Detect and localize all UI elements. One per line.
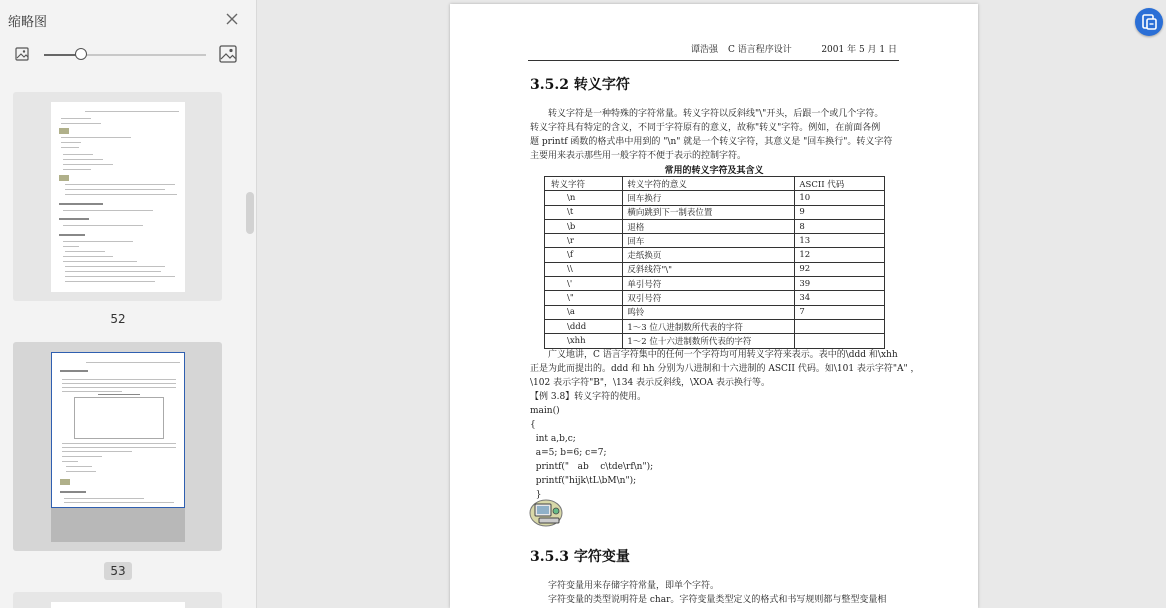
table-cell: 7 bbox=[795, 305, 885, 319]
code-line: printf(" ab c\tde\rf\n"); bbox=[530, 462, 654, 472]
thumbnail-page-number: 52 bbox=[110, 312, 126, 326]
table-cell: 1～3 位八进制数所代表的字符 bbox=[623, 319, 795, 333]
table-cell: 单引号符 bbox=[623, 277, 795, 291]
table-cell: 39 bbox=[795, 277, 885, 291]
code-line: a=5; b=6; c=7; bbox=[530, 448, 607, 458]
paragraph-line: 转义字符是一种特殊的字符常量。转义字符以反斜线"\"开头，后跟一个或几个字符。 bbox=[548, 109, 884, 119]
table-cell: 8 bbox=[795, 219, 885, 233]
table-cell: \r bbox=[545, 234, 623, 248]
table-header-row bbox=[545, 177, 885, 191]
table-cell: 34 bbox=[795, 291, 885, 305]
section-title-352: 3.5.2 转义字符 bbox=[530, 77, 630, 93]
close-icon[interactable] bbox=[224, 11, 240, 27]
table-row bbox=[545, 319, 885, 333]
section-352-after-paragraph bbox=[530, 348, 920, 404]
thumbnail-preview bbox=[51, 102, 185, 292]
code-line: } bbox=[530, 490, 542, 500]
table-row bbox=[545, 262, 885, 276]
paragraph-line: 转义字符具有特定的含义，不同于字符原有的意义，故称"转义"字符。例如，在前面各例 bbox=[530, 123, 881, 133]
image-large-icon[interactable] bbox=[219, 45, 237, 63]
sidebar-title: 缩略图 bbox=[8, 15, 48, 30]
table-cell: 鸣铃 bbox=[623, 305, 795, 319]
section-353-paragraph bbox=[530, 579, 900, 607]
table-cell: 92 bbox=[795, 262, 885, 276]
thumbnail-page-52[interactable] bbox=[13, 92, 222, 301]
table-cell: 1～2 位十六进制数所代表的字符 bbox=[623, 334, 795, 348]
thumbnail-page-53[interactable] bbox=[13, 342, 222, 551]
thumbnail-sidebar bbox=[0, 0, 257, 608]
table-cell: \n bbox=[545, 191, 623, 205]
thumbnail-page-number-row bbox=[0, 562, 236, 580]
document-tool-icon bbox=[1135, 8, 1163, 36]
code-line: main() bbox=[530, 406, 560, 416]
example-title: 【例 3.8】转义字符的使用。 bbox=[530, 392, 647, 402]
table-header-cell: 转义字符的意义 bbox=[623, 177, 795, 191]
table-cell: 回车换行 bbox=[623, 191, 795, 205]
floating-action-button[interactable] bbox=[1135, 8, 1163, 36]
table-header-cell: 转义字符 bbox=[545, 177, 623, 191]
table-cell: 横向跳到下一制表位置 bbox=[623, 205, 795, 219]
table-cell: 退格 bbox=[623, 219, 795, 233]
thumbnail-page-number-selected: 53 bbox=[104, 562, 131, 580]
table-cell: \a bbox=[545, 305, 623, 319]
table-cell: 9 bbox=[795, 205, 885, 219]
table-cell: \\ bbox=[545, 262, 623, 276]
table-cell: \' bbox=[545, 277, 623, 291]
paragraph-line: 字符变量的类型说明符是 char。字符变量类型定义的格式和书写规则都与整型变量相 bbox=[548, 595, 887, 605]
table-cell: 回车 bbox=[623, 234, 795, 248]
table-cell: \f bbox=[545, 248, 623, 262]
header-author: 谭浩强 bbox=[691, 45, 719, 55]
section-352-paragraph bbox=[530, 107, 900, 163]
table-row bbox=[545, 248, 885, 262]
table-row bbox=[545, 334, 885, 348]
thumbnail-page-next[interactable] bbox=[13, 592, 222, 608]
paragraph-line: 题 printf 函数的格式串中用到的 "\n" 就是一个转义字符，其意义是 "回车换行"。转义字符 bbox=[530, 137, 893, 147]
table-cell: 10 bbox=[795, 191, 885, 205]
table-header-cell: ASCII 代码 bbox=[795, 177, 885, 191]
table-cell: \" bbox=[545, 291, 623, 305]
escape-char-table bbox=[544, 176, 885, 349]
table-row bbox=[545, 305, 885, 319]
table-cell: 12 bbox=[795, 248, 885, 262]
section-title-353: 3.5.3 字符变量 bbox=[530, 549, 630, 565]
table-row bbox=[545, 219, 885, 233]
table-row bbox=[545, 234, 885, 248]
header-book-title: C 语言程序设计 bbox=[728, 45, 792, 55]
zoom-slider-track[interactable] bbox=[44, 54, 206, 56]
paragraph-line: 字符变量用来存储字符常量，即单个字符。 bbox=[548, 581, 720, 591]
table-cell: 双引号符 bbox=[623, 291, 795, 305]
table-cell bbox=[795, 334, 885, 348]
paragraph-line: 正是为此而提出的。ddd 和 hh 分别为八进制和十六进制的 ASCII 代码。如\101 表示字符"A" ， bbox=[530, 364, 920, 374]
table-row bbox=[545, 291, 885, 305]
header-date: 2001 年 5 月 1 日 bbox=[821, 45, 897, 55]
computer-icon bbox=[529, 498, 563, 528]
document-page bbox=[450, 4, 978, 608]
table-cell: \b bbox=[545, 219, 623, 233]
table-cell: 13 bbox=[795, 234, 885, 248]
thumbnail-preview-selected bbox=[51, 352, 185, 508]
table-row bbox=[545, 191, 885, 205]
paragraph-line: \102 表示字符"B"，\134 表示反斜线，\XOA 表示换行等。 bbox=[530, 378, 771, 388]
code-line: int a,b,c; bbox=[530, 434, 576, 444]
table-cell bbox=[795, 319, 885, 333]
thumbnail-preview-overflow bbox=[51, 508, 185, 542]
paragraph-line: 广义地讲，C 语言字符集中的任何一个字符均可用转义字符来表示。表中的\ddd 和\xhh bbox=[548, 350, 898, 360]
code-line: printf("hijk\tL\bM\n"); bbox=[530, 476, 637, 486]
thumbnail-zoom-control bbox=[0, 44, 256, 66]
paragraph-line: 主要用来表示那些用一般字符不便于表示的控制字符。 bbox=[530, 151, 747, 161]
thumbnail-preview bbox=[51, 602, 185, 608]
page-header bbox=[528, 42, 899, 61]
zoom-slider-handle[interactable] bbox=[75, 48, 87, 60]
table-caption: 常用的转义字符及其含义 bbox=[664, 166, 764, 176]
table-row bbox=[545, 205, 885, 219]
table-cell: 反斜线符"\" bbox=[623, 262, 795, 276]
image-small-icon[interactable] bbox=[15, 47, 29, 61]
table-cell: \ddd bbox=[545, 319, 623, 333]
table-row bbox=[545, 277, 885, 291]
code-example bbox=[530, 404, 653, 502]
table-cell: \xhh bbox=[545, 334, 623, 348]
table-cell: 走纸换页 bbox=[623, 248, 795, 262]
table-cell: \t bbox=[545, 205, 623, 219]
sidebar-scrollbar[interactable] bbox=[246, 192, 254, 234]
code-line: { bbox=[530, 420, 536, 430]
